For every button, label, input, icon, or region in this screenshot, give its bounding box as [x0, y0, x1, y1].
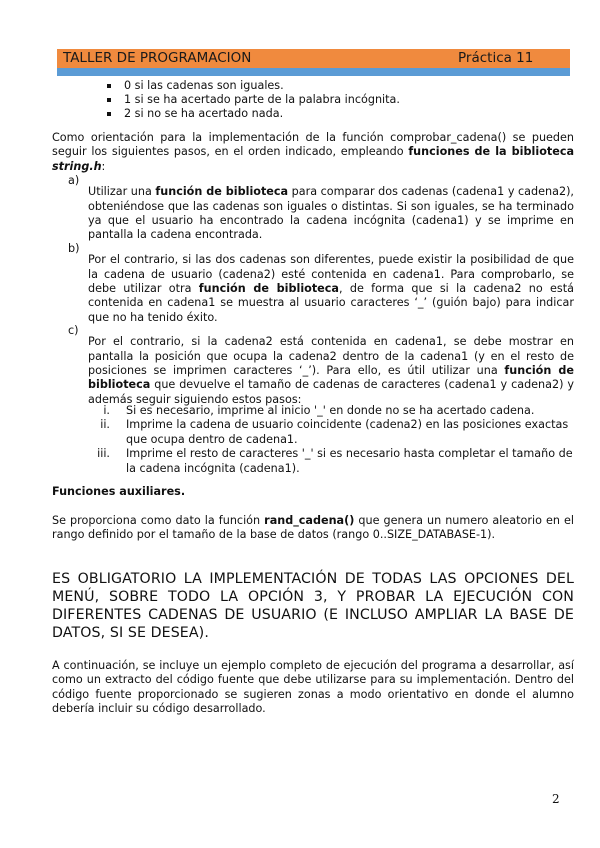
- step-label: a): [68, 174, 80, 187]
- step-label: c): [68, 324, 79, 337]
- aux-paragraph: [52, 514, 574, 543]
- step-label: b): [68, 242, 80, 255]
- step-text-part: para comparar dos cadenas (cadena1 y cadena2), obteniéndose que las cadenas son iguales o distintas. Si son iguales, se ha terminado ya que el usuario ha encontrado la cadena incógnita (cadena1) y se imprime en pantalla la cadena encontrada.: [88, 185, 574, 242]
- substeps-list: [96, 404, 574, 476]
- return-values-list: [104, 79, 400, 121]
- step-text: [88, 185, 574, 243]
- step-bold: función de biblioteca: [155, 185, 289, 199]
- aux-bold: rand_cadena(): [264, 514, 355, 527]
- substep-text: Imprime la cadena de usuario coincidente (cadena2) en las posiciones exactas que ocupa dentro de cadena1.: [126, 418, 569, 446]
- list-item: [96, 418, 574, 447]
- step-text-part: Por el contrario, si las dos cadenas son diferentes, puede existir la posibilidad de que la cadena de usuario (cadena2) esté contenida en cadena1. Para comprobarlo, se debe utilizar otra: [88, 253, 574, 295]
- header-practica: Práctica 11: [458, 50, 534, 66]
- step-b: [68, 242, 574, 336]
- step-bold: función de biblioteca: [88, 364, 574, 392]
- aux-text: Se proporciona como dato la función: [52, 514, 265, 527]
- step-bold: función de biblioteca: [198, 282, 339, 295]
- substep-number: iii.: [97, 447, 110, 461]
- step-text: [88, 253, 574, 325]
- list-item: [96, 447, 574, 476]
- step-text-part: , de forma que si la cadena2 no está contenida en cadena1 se muestra al usuario caracteres ‘_’ (guión bajo) para indicar que no ha tenido éxito.: [88, 282, 574, 324]
- intro-paragraph: [52, 131, 574, 174]
- intro-text: Como orientación para la implementación de la función comprobar_cadena() se pueden seguir los siguientes pasos, en el orden indicado, empleando: [52, 131, 574, 159]
- intro-bold-italic: string.h: [52, 159, 102, 173]
- step-text-part: que devuelve el tamaño de cadenas de caracteres (cadena1 y cadena2) y además seguir siguiendo estos pasos:: [88, 378, 574, 406]
- intro-bold: funciones de la biblioteca: [408, 145, 574, 159]
- step-text-part: Por el contrario, si la cadena2 está contenida en cadena1, se debe mostrar en pantalla la posición que ocupa la cadena2 dentro de la cadena1 (y en el resto de posiciones se imprimen caracteres ‘_’). Para ello, es útil utilizar una: [88, 335, 574, 377]
- aux-text: que genera un numero aleatorio en el rango definido por el tamaño de la base de datos (rango 0..SIZE_DATABASE-1).: [52, 514, 574, 542]
- aux-heading: Funciones auxiliares.: [52, 485, 186, 498]
- page-number: 2: [552, 792, 560, 806]
- closing-paragraph: A continuación, se incluye un ejemplo completo de ejecución del programa a desarrollar, así como un extracto del código fuente que debe utilizarse para su implementación. Dentro del código fuente proporcionado se sugieren zonas a modo orientativo en donde el alumno debería incluir su código desarrollado.: [52, 659, 574, 716]
- intro-colon: :: [101, 159, 106, 173]
- substep-text: Si es necesario, imprime al inicio '_' en donde no se ha acertado cadena.: [126, 404, 535, 417]
- list-item: 1 si se ha acertado parte de la palabra incógnita.: [104, 93, 400, 107]
- list-item: [96, 404, 574, 418]
- step-text-part: Utilizar una: [88, 185, 156, 199]
- header-title: TALLER DE PROGRAMACION: [63, 50, 252, 66]
- page-header: [57, 49, 570, 76]
- list-item: 0 si las cadenas son iguales.: [104, 79, 400, 93]
- list-item: 2 si no se ha acertado nada.: [104, 107, 400, 121]
- mandatory-notice: ES OBLIGATORIO LA IMPLEMENTACIÓN DE TODAS LAS OPCIONES DEL MENÚ, SOBRE TODO LA OPCIÓN 3, Y PROBAR LA EJECUCIÓN CON DIFERENTES CADENAS DE USUARIO (E INCLUSO AMPLIAR LA BASE DE DATOS, SI SE DESEA).: [52, 571, 574, 641]
- step-text: [88, 335, 574, 407]
- substep-number: ii.: [100, 418, 110, 432]
- substep-text: Imprime el resto de caracteres '_' si es necesario hasta completar el tamaño de la cadena incógnita (cadena1).: [126, 447, 573, 475]
- substep-number: i.: [103, 404, 110, 417]
